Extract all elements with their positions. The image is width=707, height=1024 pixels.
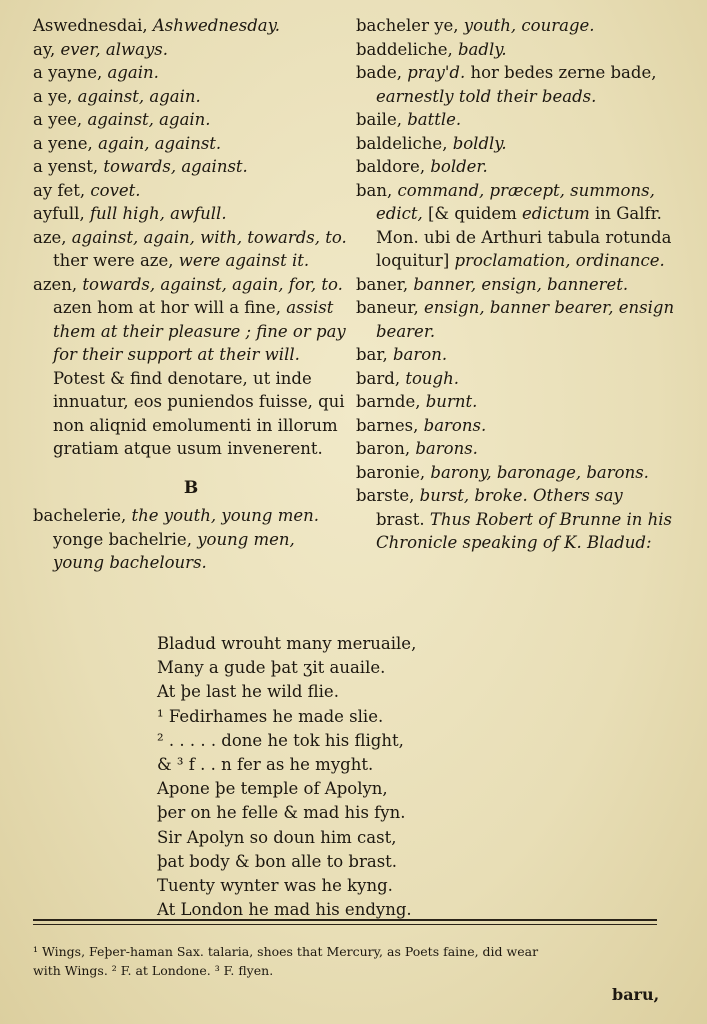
dictionary-entry [356, 296, 676, 343]
footnotes [33, 942, 663, 980]
entry-headword: baronie, [356, 462, 426, 482]
entry-gloss: were against it. [178, 251, 310, 270]
entry-gloss: pray'd. [407, 63, 466, 82]
entry-gloss: ensign, banner bearer, ensign bearer. [376, 298, 675, 341]
dictionary-entry [356, 414, 676, 438]
entry-headword: bacheler ye, [356, 16, 459, 35]
dictionary-entry [33, 61, 349, 85]
poem-line: At London he mad his endyng. [157, 900, 412, 920]
dictionary-entry [33, 85, 349, 109]
entry-headword: barnde, [356, 392, 421, 411]
dictionary-entry [356, 108, 676, 132]
entry-headword: [& quidem [427, 204, 517, 223]
dictionary-entry [356, 390, 676, 414]
entry-headword: hor bedes zerne bade, [470, 63, 657, 82]
entry-headword: bar, [356, 345, 388, 364]
dictionary-entry [33, 226, 349, 273]
left-column [33, 14, 349, 575]
entry-headword: ayfull, [33, 204, 85, 223]
entry-headword: ban, [356, 180, 393, 200]
dictionary-entry [356, 14, 676, 38]
entry-gloss: young men, young bachelours. [53, 529, 295, 572]
entry-headword: yonge bachelrie, [53, 529, 192, 549]
entry-headword: baldeliche, [356, 133, 448, 153]
poem-line: Bladud wrouht many meruaile, [157, 634, 417, 653]
entry-headword: ther were aze, [53, 251, 174, 270]
entry-gloss: covet. [90, 180, 141, 200]
poem-line: Many a gude þat ʒit auaile. [157, 658, 386, 678]
entry-headword: baldore, [356, 157, 426, 176]
entry-headword: baner, [356, 274, 409, 294]
entry-gloss: assist them at their pleasure ; fine or pay for their support at their will. [53, 298, 346, 364]
footnote-line: with Wings. ² F. at Londone. ³ F. flyen. [33, 963, 274, 978]
entry-gloss: ever, always. [60, 39, 168, 59]
left-b-entry-list [33, 504, 349, 575]
entry-headword: aze, [33, 227, 67, 247]
entry-headword: barnes, [356, 415, 419, 435]
entry-headword: barste, [356, 486, 415, 505]
entry-gloss: towards, against. [103, 157, 248, 176]
entry-headword: a yayne, [33, 63, 103, 82]
dictionary-entry [356, 437, 676, 461]
entry-gloss: boldly. [452, 133, 507, 153]
dictionary-entry [356, 273, 676, 297]
right-column [356, 14, 676, 555]
entry-gloss: proclamation, ordinance. [454, 251, 665, 270]
entry-gloss: Ashwednesday. [152, 16, 280, 35]
poem-line: þer on he felle & mad his fyn. [157, 803, 406, 823]
footnote-rule [33, 919, 657, 925]
entry-gloss: battle. [407, 110, 462, 129]
entry-headword: baneur, [356, 298, 419, 317]
entry-gloss: burst, broke. Others say [419, 486, 623, 505]
entry-gloss: earnestly told their beads. [376, 86, 597, 106]
dictionary-entry [33, 273, 349, 461]
entry-gloss: barony, baronage, barons. [430, 462, 649, 482]
entry-gloss: towards, against, again, for, to. [82, 274, 343, 294]
entry-gloss: full high, awfull. [89, 204, 227, 223]
dictionary-entry [33, 38, 349, 62]
entry-gloss: bolder. [430, 157, 488, 176]
dictionary-entry [33, 108, 349, 132]
entry-headword: baile, [356, 110, 402, 129]
dictionary-entry [356, 367, 676, 391]
entry-gloss: barons. [423, 415, 487, 435]
entry-headword: brast. [376, 509, 425, 529]
entry-gloss: barons. [415, 439, 478, 458]
entry-gloss: again. [107, 63, 159, 82]
poem-line: Sir Apolyn so doun him cast, [157, 827, 397, 847]
entry-headword: a yee, [33, 110, 83, 129]
poem-line: Tuenty wynter was he kyng. [157, 876, 393, 896]
poem-line: At þe last he wild flie. [157, 682, 339, 702]
dictionary-entry [33, 14, 349, 38]
entry-headword: a ye, [33, 86, 73, 106]
entry-headword: baddeliche, [356, 39, 453, 59]
entry-headword: baron, [356, 439, 411, 458]
entry-headword: azen hom at hor will a fine, [53, 298, 281, 317]
dictionary-entry [356, 484, 676, 555]
entry-gloss: baron. [392, 345, 448, 364]
poem-line: & ³ f . . n fer as he myght. [157, 755, 374, 775]
entry-headword: Aswednesdai, [33, 16, 148, 35]
poem-line: ² . . . . . done he tok his flight, [157, 730, 404, 750]
poem-line: þat body & bon alle to brast. [157, 851, 398, 871]
entry-gloss: badly. [457, 39, 507, 59]
dictionary-entry [356, 61, 676, 108]
entry-gloss: against, again. [77, 86, 201, 106]
entry-headword: ay fet, [33, 180, 86, 200]
section-letter: B [183, 477, 199, 498]
entry-gloss: edictum [522, 204, 590, 223]
dictionary-entry [356, 132, 676, 156]
entry-gloss: banner, ensign, banneret. [413, 274, 629, 294]
catchword: baru, [612, 985, 660, 1004]
entry-gloss: youth, courage. [463, 16, 595, 35]
entry-headword: ay, [33, 39, 56, 59]
dictionary-entry [356, 461, 676, 485]
dictionary-entry [33, 155, 349, 179]
entry-headword: a yenst, [33, 157, 99, 176]
entry-gloss: Thus Robert of Brunne in his Chronicle speaking of K. Bladud: [376, 509, 673, 552]
entry-headword: a yene, [33, 133, 93, 153]
entry-headword: azen, [33, 274, 78, 294]
dictionary-entry [33, 179, 349, 203]
left-entry-list [33, 14, 349, 461]
poem-quotation [157, 632, 577, 922]
entry-headword: Potest & find denotare, ut inde innuatur, eos puniendos fuisse, qui non aliqnid emolumenti in illorum gratiam atque usum invenerent. [53, 368, 345, 458]
poem-line: ¹ Fedirhames he made slie. [157, 706, 384, 726]
entry-gloss: burnt. [425, 392, 478, 411]
entry-headword: bard, [356, 368, 401, 388]
entry-gloss: command, præcept, summons, edict, [376, 180, 655, 223]
dictionary-entry [356, 155, 676, 179]
entry-gloss: tough. [405, 368, 459, 388]
entry-gloss: the youth, young men. [131, 506, 319, 525]
dictionary-entry [33, 132, 349, 156]
footnote-line: ¹ Wings, Feþer-haman Sax. talaria, shoes that Mercury, as Poets faine, did wear [33, 944, 539, 959]
dictionary-entry [356, 38, 676, 62]
dictionary-entry [33, 202, 349, 226]
entry-headword: in Galfr. Mon. ubi de Arthuri tabula rotunda loquitur] [376, 204, 672, 270]
dictionary-entry [356, 179, 676, 273]
entry-gloss: against, again, with, towards, to. [71, 227, 347, 247]
right-entry-list [356, 14, 676, 555]
entry-gloss: again, against. [98, 133, 222, 153]
poem-line: Apone þe temple of Apolyn, [157, 779, 388, 799]
dictionary-entry [356, 343, 676, 367]
entry-gloss: against, again. [87, 110, 211, 129]
entry-headword: bade, [356, 63, 402, 82]
dictionary-entry [33, 504, 349, 575]
entry-headword: bachelerie, [33, 506, 127, 525]
